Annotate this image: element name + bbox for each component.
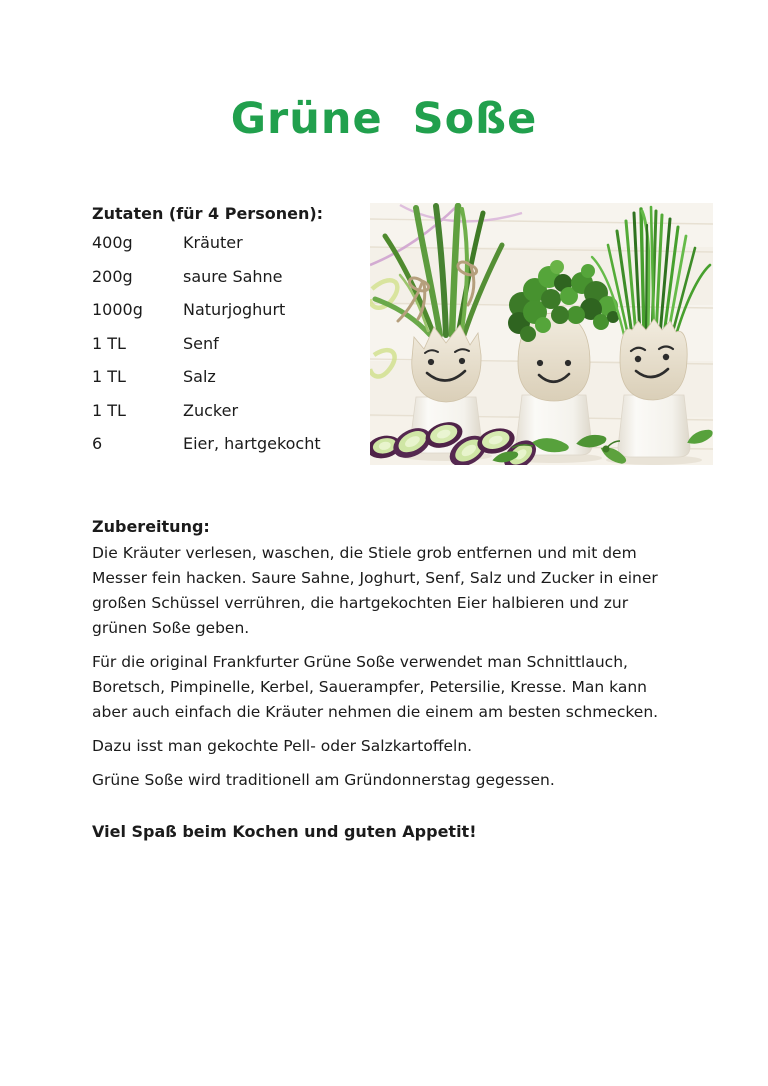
preparation-heading: Zubereitung: [92, 517, 210, 536]
eye [428, 359, 434, 365]
eye [663, 354, 669, 360]
ingredient-name: Naturjoghurt [183, 300, 286, 319]
ingredient-quantity: 400g [92, 233, 133, 252]
ingredient-row [92, 333, 362, 367]
preparation-paragraph: Die Kräuter verlesen, waschen, die Stiele grob entfernen und mit dem Messer fein hacken. Saure Sahne, Joghurt, Senf, Salz und Zucker in einer großen Schüssel verrühren, die hartgekochten Eier halbieren und zur grünen Soße geben. [92, 544, 658, 637]
eggshell-planters-illustration [370, 203, 713, 465]
ingredient-quantity: 1 TL [92, 400, 126, 420]
white-cup [618, 395, 690, 457]
ingredient-row [92, 232, 362, 266]
ingredient-name: Salz [183, 367, 216, 386]
preparation-paragraph: Dazu isst man gekochte Pell- oder Salzkartoffeln. [92, 737, 473, 755]
ingredient-row [92, 299, 362, 333]
preparation-section [92, 514, 674, 802]
closing-note: Viel Spaß beim Kochen und guten Appetit! [92, 822, 477, 841]
ingredient-row [92, 366, 362, 400]
ingredient-row [92, 266, 362, 300]
ingredient-quantity: 1 TL [92, 333, 126, 353]
ingredient-quantity: 200g [92, 266, 133, 286]
ingredient-row [92, 400, 362, 434]
eye [459, 358, 465, 364]
page-title: Grüne Soße [230, 94, 538, 144]
ingredient-name: Senf [183, 333, 219, 353]
ingredient-row [92, 433, 362, 467]
cracked-eggshell [620, 319, 687, 400]
eye [565, 360, 571, 366]
ingredient-name: saure Sahne [183, 266, 283, 286]
eye [635, 356, 641, 362]
ingredients-section [92, 203, 362, 467]
ingredient-name: Zucker [183, 400, 239, 420]
ingredients-heading: Zutaten (für 4 Personen): [92, 204, 324, 223]
preparation-paragraph: Für die original Frankfurter Grüne Soße verwendet man Schnittlauch, Boretsch, Pimpinelle, Kerbel, Sauerampfer, Petersilie, Kresse. Man kann aber auch einfach die Kräuter nehmen die einem am besten schmecken. [92, 653, 659, 721]
eye [537, 360, 543, 366]
ingredient-name: Eier, hartgekocht [183, 434, 321, 453]
ingredient-quantity: 1000g [92, 300, 143, 319]
ingredient-quantity: 6 [92, 434, 103, 453]
ingredient-quantity: 1 TL [92, 367, 126, 386]
ingredient-name: Kräuter [183, 233, 243, 252]
preparation-paragraph: Grüne Soße wird traditionell am Gründonnerstag gegessen. [92, 771, 555, 789]
recipe-photo [370, 203, 713, 465]
